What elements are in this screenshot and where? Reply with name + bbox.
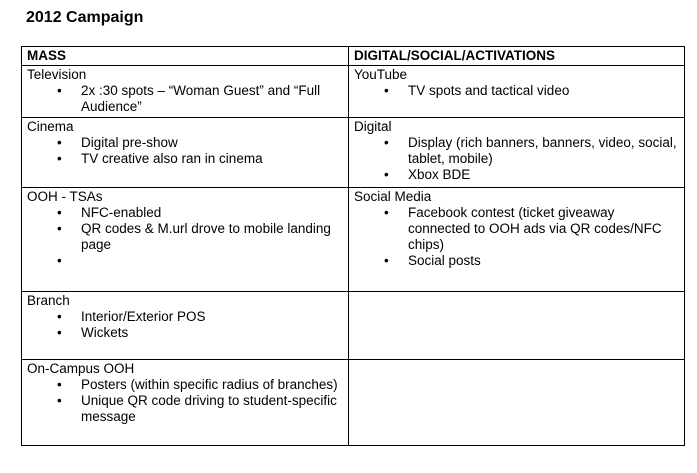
list-item-text: Posters (within specific radius of branches) — [81, 377, 338, 392]
list-item — [354, 135, 679, 167]
mass-cell-ooh-tsas — [22, 188, 349, 292]
bullet-list — [354, 135, 679, 183]
cell-title: Branch — [27, 293, 70, 308]
page-title: 2012 Campaign — [26, 9, 144, 26]
bullet-icon: • — [57, 205, 62, 220]
list-item-text: TV creative also ran in cinema — [81, 151, 263, 166]
digital-cell-youtube — [349, 66, 685, 118]
list-item — [27, 393, 343, 425]
list-item-text: Facebook contest (ticket giveaway connected to OOH ads via QR codes/NFC chips) — [408, 205, 662, 252]
list-item-text: QR codes & M.url drove to mobile landing page — [81, 221, 331, 252]
bullet-list — [27, 83, 343, 115]
cell-title: OOH - TSAs — [27, 189, 103, 204]
cell-title: Television — [27, 67, 87, 82]
bullet-icon: • — [57, 393, 62, 408]
list-item — [354, 205, 679, 253]
mass-cell-television — [22, 66, 349, 118]
bullet-icon: • — [384, 135, 389, 150]
cell-title: Social Media — [354, 189, 432, 204]
list-item — [27, 151, 343, 167]
list-item — [27, 253, 343, 269]
bullet-icon: • — [57, 309, 62, 324]
bullet-list — [27, 205, 343, 269]
bullet-icon: • — [57, 221, 62, 236]
campaign-table — [21, 46, 685, 446]
table-row — [22, 360, 685, 446]
bullet-icon: • — [57, 135, 62, 150]
digital-cell-social-media — [349, 188, 685, 292]
list-item-text: Interior/Exterior POS — [81, 309, 206, 324]
mass-cell-branch — [22, 292, 349, 360]
list-item — [354, 253, 679, 269]
cell-title: Cinema — [27, 119, 74, 134]
bullet-icon: • — [384, 83, 389, 98]
bullet-icon: • — [384, 167, 389, 182]
list-item-text: Display (rich banners, banners, video, social, tablet, mobile) — [408, 135, 677, 166]
bullet-icon: • — [57, 151, 62, 166]
list-item-text: Social posts — [408, 253, 481, 268]
bullet-list — [27, 135, 343, 167]
digital-cell-empty — [349, 292, 685, 360]
mass-cell-cinema — [22, 118, 349, 188]
list-item-text: TV spots and tactical video — [408, 83, 570, 98]
table-row — [22, 118, 685, 188]
header-mass: MASS — [22, 47, 349, 66]
mass-cell-on-campus-ooh — [22, 360, 349, 446]
list-item — [27, 221, 343, 253]
list-item — [27, 309, 343, 325]
cell-title: Digital — [354, 119, 392, 134]
table-row — [22, 292, 685, 360]
bullet-list — [27, 377, 343, 425]
header-row — [22, 47, 685, 66]
list-item — [27, 205, 343, 221]
digital-cell-empty — [349, 360, 685, 446]
list-item-text: Xbox BDE — [408, 167, 471, 182]
list-item — [27, 377, 343, 393]
bullet-list — [27, 309, 343, 341]
bullet-icon: • — [57, 253, 62, 268]
list-item-text: NFC-enabled — [81, 205, 162, 220]
list-item — [27, 135, 343, 151]
digital-cell-digital — [349, 118, 685, 188]
list-item — [27, 83, 343, 115]
bullet-icon: • — [384, 205, 389, 220]
list-item-text: Digital pre-show — [81, 135, 178, 150]
bullet-icon: • — [57, 377, 62, 392]
bullet-icon: • — [57, 325, 62, 340]
cell-title: On-Campus OOH — [27, 361, 135, 376]
list-item — [27, 325, 343, 341]
cell-title: YouTube — [354, 67, 408, 82]
header-digital-social-activations: DIGITAL/SOCIAL/ACTIVATIONS — [349, 47, 685, 66]
list-item-text: Wickets — [81, 325, 129, 340]
table-row — [22, 66, 685, 118]
table-row — [22, 188, 685, 292]
bullet-icon: • — [384, 253, 389, 268]
list-item-text: Unique QR code driving to student-specific message — [81, 393, 337, 424]
bullet-list — [354, 83, 679, 99]
list-item — [354, 167, 679, 183]
list-item — [354, 83, 679, 99]
list-item-text: 2x :30 spots – “Woman Guest” and “Full Audience” — [81, 83, 321, 114]
bullet-list — [354, 205, 679, 269]
bullet-icon: • — [57, 83, 62, 98]
